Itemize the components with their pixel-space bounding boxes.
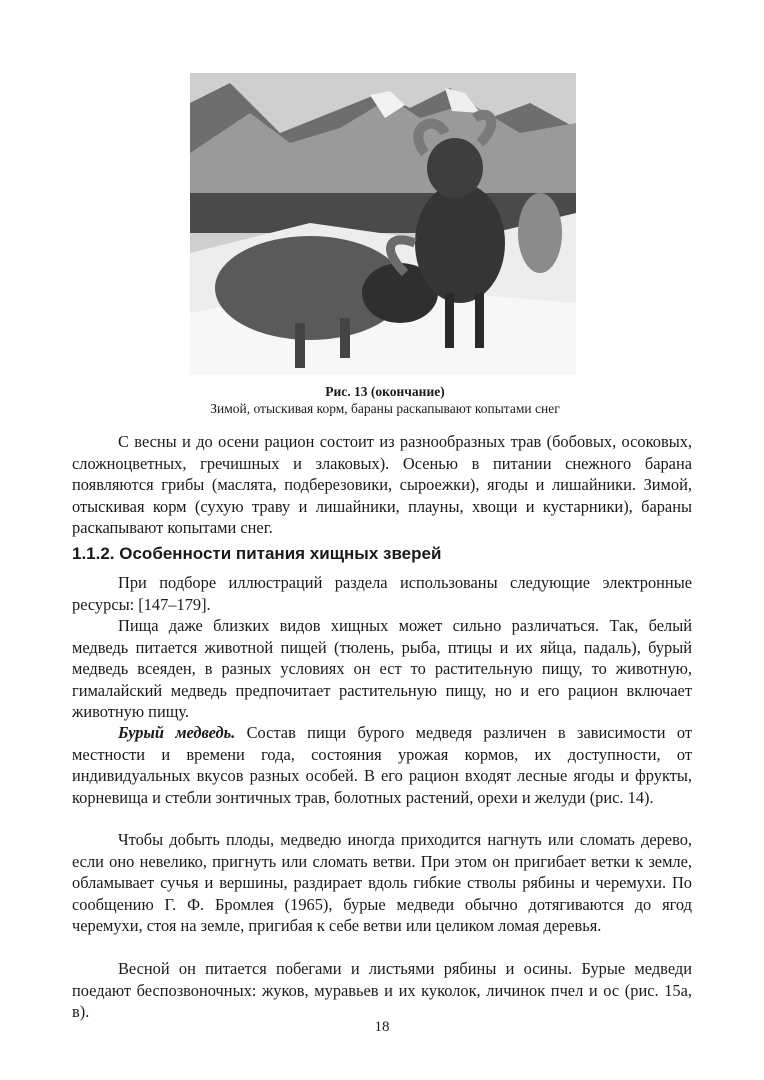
section-heading: 1.1.2. Особенности питания хищных зверей xyxy=(72,544,442,563)
paragraph-text: Пища даже близких видов хищных может сильно различаться. Так, белый медведь питается животной пищей (тюлень, рыба, птицы и их яйца, падаль), бурый медведь всеяден, в разных условиях он ест то растительную пищу, то животную, гималайский медведь предпочитает растительную пищу, но и его рацион включает животную пищу. xyxy=(72,616,692,721)
paragraph-resources xyxy=(72,572,692,615)
figure-caption xyxy=(80,383,690,417)
paragraph-predator-diet xyxy=(72,615,692,723)
bighorn-sheep-photo xyxy=(190,73,576,375)
paragraph-lead-term: Бурый медведь. xyxy=(118,723,236,742)
figure-caption-title: Рис. 13 (окончание) xyxy=(325,384,445,399)
paragraph-text xyxy=(72,722,692,808)
paragraph-text: Весной он питается побегами и листьями рябины и осины. Бурые медведи поедают беспозвоночных: жуков, муравьев и их куколок, личинок пчел и ос (рис. 15а, в). xyxy=(72,959,692,1021)
paragraph-brown-bear xyxy=(72,722,692,808)
paragraph-text: Чтобы добыть плоды, медведю иногда приходится нагнуть или сломать дерево, если оно невелико, пригнуть или сломать ветви. При этом он пригибает ветки к земле, обламывает сучья и вершины, раздирает вдоль гибкие стволы рябины и черемухи. По сообщению Г. Ф. Бромлея (1965), бурые медведи обычно дотягиваются до ягод черемухи, стоя на земле, пригибая к себе ветви или целиком ломая деревья. xyxy=(72,830,692,935)
paragraph-spring-diet xyxy=(72,958,692,1023)
paragraph-fruit-gathering xyxy=(72,829,692,937)
paragraph-text: При подборе иллюстраций раздела использованы следующие электронные ресурсы: [147–179]. xyxy=(72,573,692,614)
bighorn-sheep-in-snow-photo-icon xyxy=(190,73,576,375)
paragraph-diet-seasons xyxy=(72,431,692,539)
paragraph-body: Состав пищи бурого медведя различен в зависимости от местности и времени года, состояния урожая кормов, их доступности, от индивидуальных вкусов разных особей. В его рацион входят лесные ягоды и фрукты, корневища и стебли зонтичных трав, болотных растений, орехи и желуди (рис. 14). xyxy=(72,723,693,807)
paragraph-text: С весны и до осени рацион состоит из разнообразных трав (бобовых, осоковых, сложноцветных, гречишных и злаковых). Осенью в питании снежного барана появляются грибы (маслята, подберезовики, сыроежки), ягоды и лишайники. Зимой, отыскивая корм (сухую траву и лишайники, плауны, хвощи и кустарники), бараны раскапывают копытами снег. xyxy=(72,432,692,537)
figure-caption-text: Зимой, отыскивая корм, бараны раскапывают копытами снег xyxy=(210,401,560,416)
page-number: 18 xyxy=(374,1019,390,1035)
